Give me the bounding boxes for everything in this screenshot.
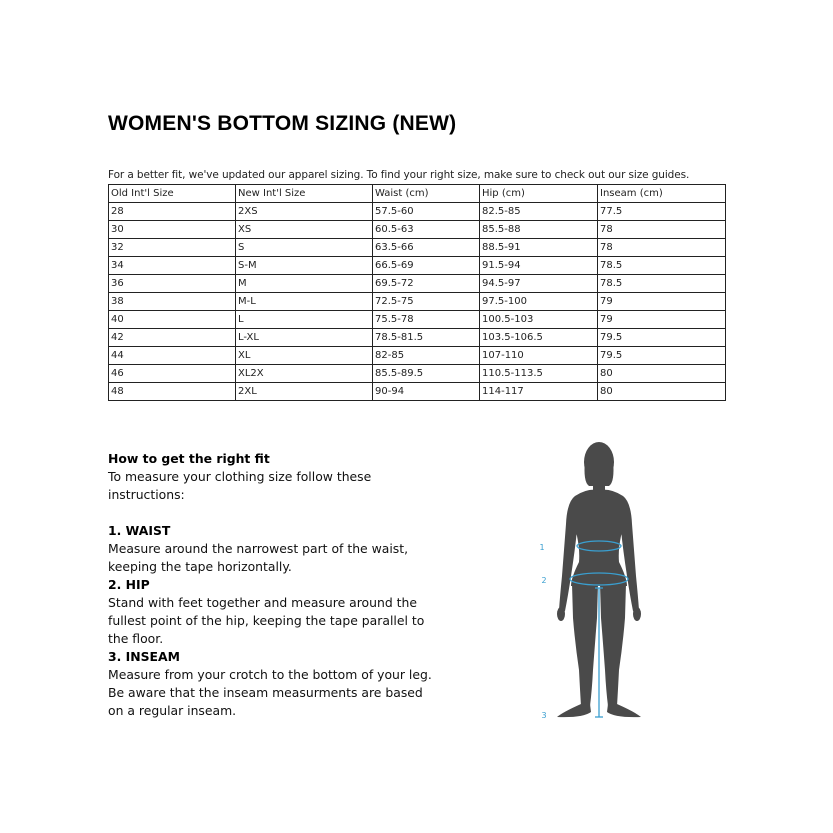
header-old-intl-size: Old Int'l Size <box>109 185 236 203</box>
cell-inseam: 79.5 <box>598 347 726 365</box>
step-waist-title: 1. WAIST <box>108 523 171 538</box>
cell-inseam: 80 <box>598 383 726 401</box>
cell-new-intl-size: 2XS <box>236 203 373 221</box>
cell-hip: 94.5-97 <box>480 275 598 293</box>
cell-hip: 100.5-103 <box>480 311 598 329</box>
cell-inseam: 78.5 <box>598 275 726 293</box>
marker-waist: 1 <box>539 543 545 552</box>
fit-instructions <box>108 450 438 720</box>
cell-hip: 82.5-85 <box>480 203 598 221</box>
cell-waist: 82-85 <box>373 347 480 365</box>
marker-hip: 2 <box>541 576 547 585</box>
step-hip-text: Stand with feet together and measure around the fullest point of the hip, keeping the tape parallel to the floor. <box>108 595 425 646</box>
cell-old-intl-size: 42 <box>109 329 236 347</box>
header-inseam: Inseam (cm) <box>598 185 726 203</box>
table-row <box>109 203 726 221</box>
header-hip: Hip (cm) <box>480 185 598 203</box>
cell-old-intl-size: 38 <box>109 293 236 311</box>
table-row <box>109 329 726 347</box>
step-waist-text: Measure around the narrowest part of the waist, keeping the tape horizontally. <box>108 541 409 574</box>
cell-inseam: 80 <box>598 365 726 383</box>
cell-new-intl-size: XL <box>236 347 373 365</box>
cell-inseam: 78 <box>598 239 726 257</box>
header-waist: Waist (cm) <box>373 185 480 203</box>
cell-new-intl-size: XL2X <box>236 365 373 383</box>
cell-new-intl-size: L-XL <box>236 329 373 347</box>
cell-hip: 85.5-88 <box>480 221 598 239</box>
cell-hip: 110.5-113.5 <box>480 365 598 383</box>
body-measurement-figure <box>535 438 645 723</box>
cell-waist: 78.5-81.5 <box>373 329 480 347</box>
cell-waist: 90-94 <box>373 383 480 401</box>
size-table <box>108 184 726 401</box>
table-row <box>109 311 726 329</box>
cell-new-intl-size: M <box>236 275 373 293</box>
cell-hip: 88.5-91 <box>480 239 598 257</box>
cell-hip: 114-117 <box>480 383 598 401</box>
page-title: WOMEN'S BOTTOM SIZING (NEW) <box>108 112 457 135</box>
cell-new-intl-size: S <box>236 239 373 257</box>
cell-old-intl-size: 44 <box>109 347 236 365</box>
cell-hip: 107-110 <box>480 347 598 365</box>
step-hip-title: 2. HIP <box>108 577 150 592</box>
cell-hip: 103.5-106.5 <box>480 329 598 347</box>
cell-old-intl-size: 30 <box>109 221 236 239</box>
cell-inseam: 79 <box>598 293 726 311</box>
cell-waist: 69.5-72 <box>373 275 480 293</box>
table-header-row <box>109 185 726 203</box>
cell-inseam: 78.5 <box>598 257 726 275</box>
spacer <box>108 504 438 522</box>
cell-waist: 85.5-89.5 <box>373 365 480 383</box>
cell-waist: 72.5-75 <box>373 293 480 311</box>
marker-inseam: 3 <box>541 711 547 720</box>
cell-waist: 66.5-69 <box>373 257 480 275</box>
table-row <box>109 239 726 257</box>
fit-heading: How to get the right fit <box>108 451 270 466</box>
table-row <box>109 365 726 383</box>
cell-inseam: 79.5 <box>598 329 726 347</box>
cell-inseam: 78 <box>598 221 726 239</box>
cell-new-intl-size: M-L <box>236 293 373 311</box>
cell-hip: 91.5-94 <box>480 257 598 275</box>
intro-text: For a better fit, we've updated our apparel sizing. To find your right size, make sure to check out our size guides. <box>108 169 690 181</box>
cell-inseam: 77.5 <box>598 203 726 221</box>
table-row <box>109 221 726 239</box>
cell-old-intl-size: 34 <box>109 257 236 275</box>
step-inseam-title: 3. INSEAM <box>108 649 180 664</box>
cell-old-intl-size: 48 <box>109 383 236 401</box>
table-row <box>109 383 726 401</box>
cell-old-intl-size: 40 <box>109 311 236 329</box>
cell-inseam: 79 <box>598 311 726 329</box>
step-inseam-text: Measure from your crotch to the bottom of your leg. Be aware that the inseam measurments are based on a regular inseam. <box>108 667 432 718</box>
cell-hip: 97.5-100 <box>480 293 598 311</box>
cell-old-intl-size: 28 <box>109 203 236 221</box>
cell-new-intl-size: XS <box>236 221 373 239</box>
table-row <box>109 293 726 311</box>
cell-old-intl-size: 36 <box>109 275 236 293</box>
cell-waist: 60.5-63 <box>373 221 480 239</box>
cell-old-intl-size: 46 <box>109 365 236 383</box>
fit-intro: To measure your clothing size follow these instructions: <box>108 469 372 502</box>
cell-new-intl-size: L <box>236 311 373 329</box>
cell-waist: 63.5-66 <box>373 239 480 257</box>
cell-waist: 57.5-60 <box>373 203 480 221</box>
cell-new-intl-size: S-M <box>236 257 373 275</box>
table-row <box>109 257 726 275</box>
cell-waist: 75.5-78 <box>373 311 480 329</box>
table-row <box>109 275 726 293</box>
header-new-intl-size: New Int'l Size <box>236 185 373 203</box>
cell-new-intl-size: 2XL <box>236 383 373 401</box>
table-row <box>109 347 726 365</box>
cell-old-intl-size: 32 <box>109 239 236 257</box>
